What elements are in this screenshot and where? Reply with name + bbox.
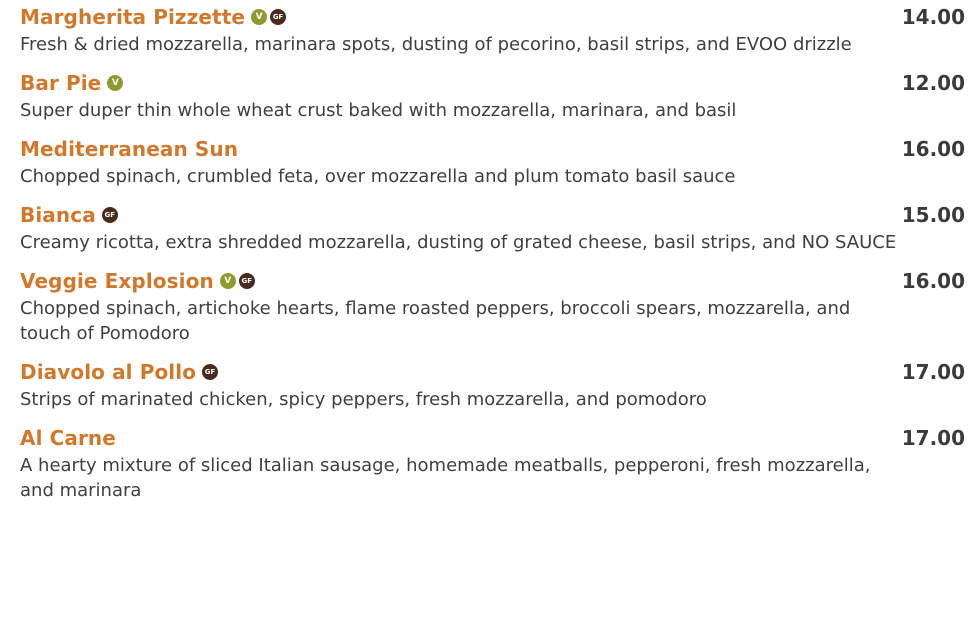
item-price: 12.00 [901, 71, 965, 95]
item-name: Bianca [20, 203, 96, 227]
vegetarian-badge-icon: V [251, 9, 267, 25]
dietary-badges [251, 9, 286, 25]
vegetarian-badge-icon: V [107, 75, 123, 91]
menu-item-bianca [20, 200, 965, 255]
item-header [20, 2, 965, 32]
menu-item-al-carne [20, 423, 965, 503]
menu-item-margherita-pizzette [20, 2, 965, 57]
item-price: 17.00 [901, 360, 965, 384]
dietary-badges [102, 207, 118, 223]
item-name: Veggie Explosion [20, 269, 214, 293]
item-description: A hearty mixture of sliced Italian sausage, homemade meatballs, pepperoni, fresh mozzarella, and marinara [20, 455, 871, 501]
item-description: Creamy ricotta, extra shredded mozzarella, dusting of grated cheese, basil strips, and NO SAUCE [20, 232, 897, 253]
gluten-free-badge-icon: GF [239, 273, 255, 289]
item-description: Chopped spinach, artichoke hearts, flame roasted peppers, broccoli spears, mozzarella, and touch of Pomodoro [20, 298, 851, 344]
menu-item-bar-pie [20, 68, 965, 123]
item-header [20, 266, 965, 296]
item-price: 16.00 [901, 269, 965, 293]
item-name: Margherita Pizzette [20, 5, 246, 29]
item-description: Super duper thin whole wheat crust baked with mozzarella, marinara, and basil [20, 100, 737, 121]
gluten-free-badge-icon: GF [102, 207, 118, 223]
item-header [20, 200, 965, 230]
item-name: Diavolo al Pollo [20, 360, 197, 384]
item-price: 15.00 [901, 203, 965, 227]
item-description: Strips of marinated chicken, spicy peppers, fresh mozzarella, and pomodoro [20, 389, 707, 410]
menu-item-diavolo-al-pollo [20, 357, 965, 412]
vegetarian-badge-icon: V [220, 273, 236, 289]
gluten-free-badge-icon: GF [270, 9, 286, 25]
item-description: Fresh & dried mozzarella, marinara spots, dusting of pecorino, basil strips, and EVOO drizzle [20, 34, 852, 55]
item-name: Al Carne [20, 426, 116, 450]
item-header [20, 134, 965, 164]
item-header [20, 423, 965, 453]
gluten-free-badge-icon: GF [202, 364, 218, 380]
dietary-badges [220, 273, 255, 289]
item-header [20, 68, 965, 98]
item-header [20, 357, 965, 387]
item-name: Mediterranean Sun [20, 137, 239, 161]
dietary-badges [202, 364, 218, 380]
item-price: 17.00 [901, 426, 965, 450]
menu-item-veggie-explosion [20, 266, 965, 346]
item-price: 14.00 [901, 5, 965, 29]
item-price: 16.00 [901, 137, 965, 161]
item-description: Chopped spinach, crumbled feta, over mozzarella and plum tomato basil sauce [20, 166, 736, 187]
item-name: Bar Pie [20, 71, 102, 95]
menu-item-mediterranean-sun [20, 134, 965, 189]
dietary-badges [107, 75, 123, 91]
